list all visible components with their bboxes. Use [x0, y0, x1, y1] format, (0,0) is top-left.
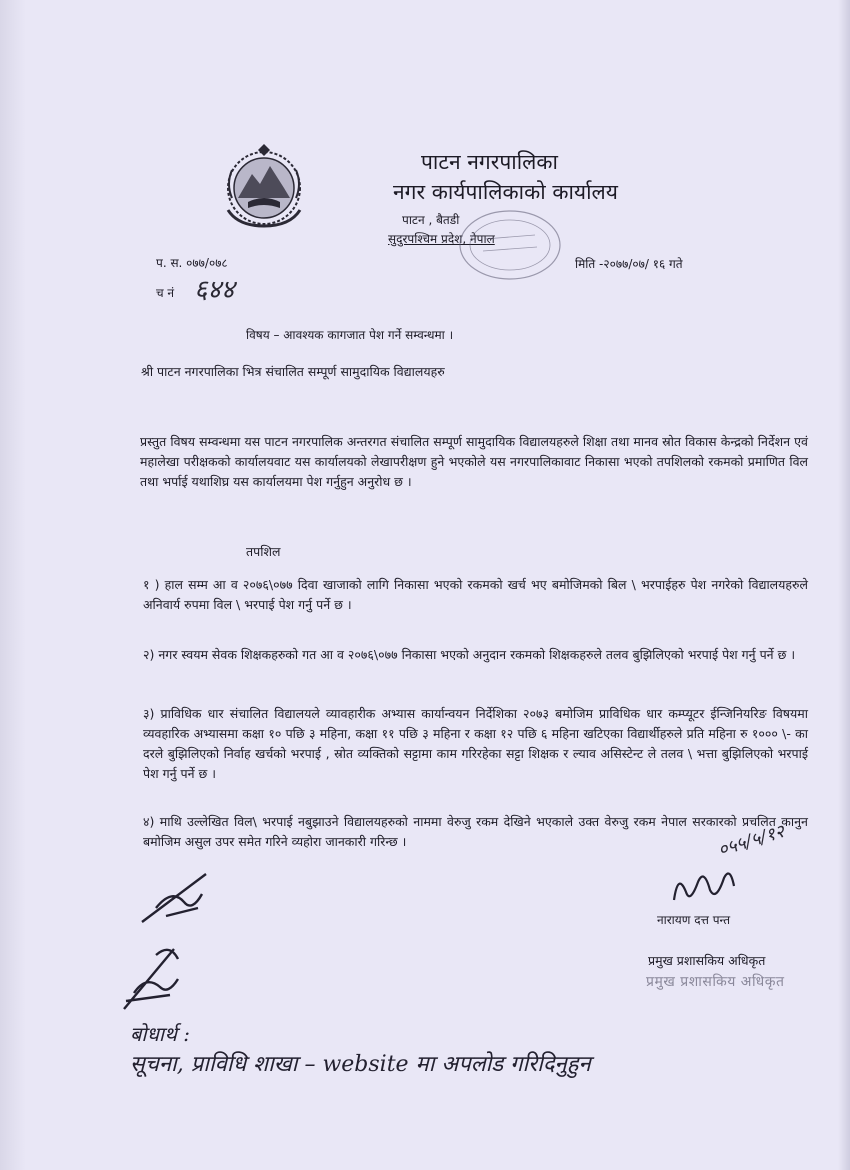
detail-item: १ ) हाल सम्म आ व २०७६\०७७ दिवा खाजाको लागि निकासा भएको रकमको खर्च भए बमोजिमको बिल \ भरपाईहरु पेश नगरेको विद्यालयहरुले अनिवार्य रुपमा विल \ भरपाई पेश गर्नु पर्ने छ । [143, 577, 808, 612]
officer-title-stamp: प्रमुख प्रशासकिय अधिकृत [646, 974, 785, 990]
reference-number: प. स. ०७७/०७८ [156, 256, 228, 270]
cc-note: सूचना, प्राविधि शाखा – website मा अपलोड गरिदिनुहुन [130, 1052, 591, 1077]
dispatch-label: च नं [156, 286, 175, 300]
detail-item: ३) प्राविधिक धार संचालित विद्यालयले व्यावहारीक अभ्यास कार्यान्वयन निर्देशिका २०७३ बमोजिम प्राविधिक धार कम्प्यूटर ईन्जिनियरिङ विषयमा व्यवहारिक अभ्यासमा कक्षा १० पछि ३ महिना, कक्षा ११ पछि ३ महिना र कक्षा १२ पछि ६ महिना खटिएका विद्यार्थीहरुले प्रति महिना रु १००० \- का दरले बुझिलिएको निर्वाह खर्चको भरपाई , स्रोत व्यक्तिको सट्टामा काम गरिरहेका सट्टा शिक्षक र ल्याव असिस्टेन्ट ले तलव \ भत्ता बुझिलिएको भरपाई पेश गर्नु पर्ने छ । [143, 706, 808, 781]
scan-edge-left [0, 0, 26, 1170]
scan-edge-right [838, 0, 850, 1170]
detail-item: ४) माथि उल्लेखित विल\ भरपाई नबुझाउने विद्यालयहरुको नाममा वेरुजु रकम देखिने भएकाले उक्त वेरुजु रकम नेपाल सरकारको प्रचलित कानुन बमोजिम असुल उपर समेत गरिने व्यहोरा जानकारी गरिन्छ । [143, 814, 808, 849]
initial-signature [116, 935, 196, 1015]
initial-signature [136, 868, 216, 928]
dispatch-number: ६४४ [194, 275, 235, 305]
office-stamp-icon [455, 205, 565, 285]
letter-date: मिति -२०७७/०७/ १६ गते [575, 257, 683, 271]
office-province: सुदुरपश्चिम प्रदेश, नेपाल [388, 232, 495, 246]
officer-title: प्रमुख प्रशासकिय अधिकृत [648, 953, 766, 968]
signature-note: ०५५/५/१२ [715, 820, 788, 862]
detail-item: २) नगर स्वयम सेवक शिक्षकहरुको गत आ व २०७६\०७७ निकासा भएको अनुदान रकमको शिक्षकहरुले तलव बुझिलिएको भरपाई पेश गर्नु पर्ने छ । [143, 647, 796, 662]
nepal-emblem-icon [218, 140, 310, 232]
cc-label: बोधार्थ : [130, 1022, 190, 1046]
office-address: पाटन , बैतडी [402, 213, 460, 227]
letter-subject: विषय – आवश्यक कागजात पेश गर्ने सम्वन्धमा । [246, 328, 454, 342]
details-heading: तपशिल [246, 544, 281, 559]
letter-addressee: श्री पाटन नगरपालिका भित्र संचालित सम्पूर्ण सामुदायिक विद्यालयहरु [141, 364, 445, 379]
organization-name: पाटन नगरपालिका [421, 150, 558, 174]
letter-body: प्रस्तुत विषय सम्वन्धमा यस पाटन नगरपालिक अन्तरगत संचालित सम्पूर्ण सामुदायिक विद्यालयहरुले शिक्षा तथा मानव स्रोत विकास केन्द्रको निर्देशन एवं महालेखा परीक्षकको कार्यालयवाट यस कार्यालयको लेखापरीक्षण हुने भएकोले यस नगरपालिकावाट निकासा भएको तपशिलको रकमको प्रमाणित विल तथा भर्पाई यथाशिघ्र यस कार्यालयमा पेश गर्नुहुन अनुरोध छ । [140, 434, 808, 489]
office-name: नगर कार्यपालिकाको कार्यालय [393, 180, 618, 204]
officer-name: नारायण दत्त पन्त [657, 913, 731, 927]
